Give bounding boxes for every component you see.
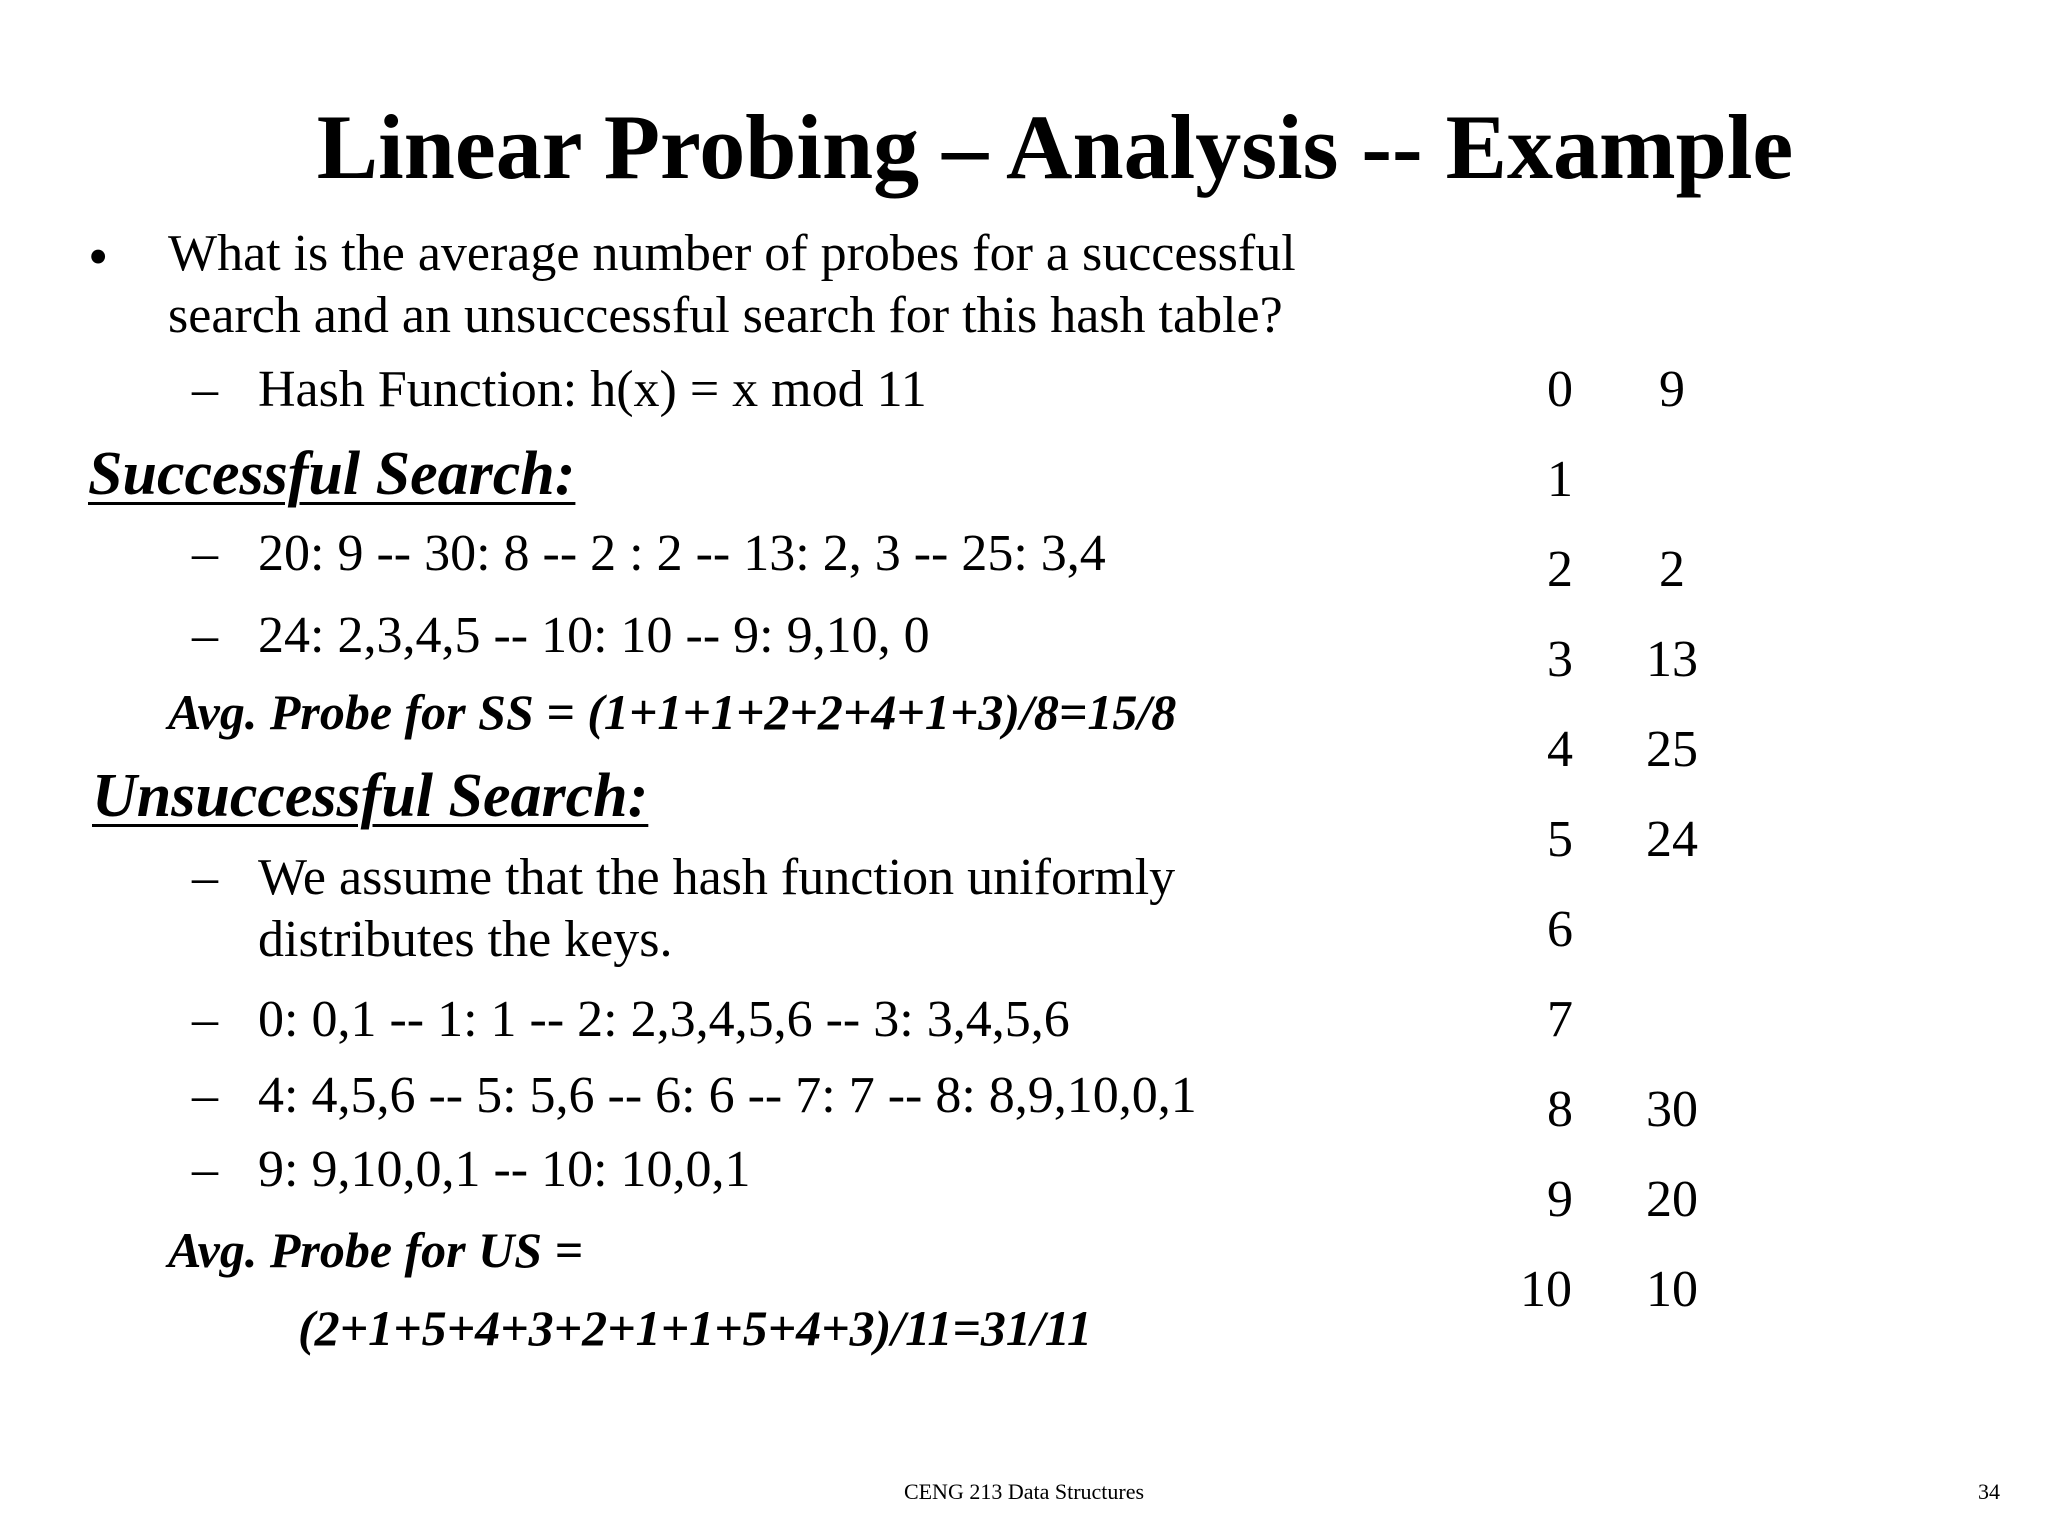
unsuccessful-search-average-label: Avg. Probe for US = xyxy=(168,1222,584,1278)
unsuccessful-search-line-2: 4: 4,5,6 -- 5: 5,6 -- 6: 6 -- 7: 7 -- 8: 8,9,10,0,1 xyxy=(258,1067,1197,1124)
hash-table-index: 6 xyxy=(1547,901,1573,958)
hash-table-index: 9 xyxy=(1547,1171,1573,1228)
hash-table-value: 20 xyxy=(1646,1171,1698,1228)
bullet-point: • xyxy=(88,224,109,289)
unsuccessful-search-heading: Unsuccessful Search: xyxy=(92,762,649,830)
dash-bullet: – xyxy=(192,525,218,582)
hash-table-value: 25 xyxy=(1646,721,1698,778)
dash-bullet: – xyxy=(192,1067,218,1124)
unsuccessful-search-line-3: 9: 9,10,0,1 -- 10: 10,0,1 xyxy=(258,1141,751,1198)
hash-table-value: 13 xyxy=(1646,631,1698,688)
assumption-line-2: distributes the keys. xyxy=(258,911,673,968)
hash-table-index: 4 xyxy=(1547,721,1573,778)
hash-function: Hash Function: h(x) = x mod 11 xyxy=(258,361,927,418)
question-line-1: What is the average number of probes for a successful xyxy=(168,225,1296,282)
hash-table-value: 24 xyxy=(1646,811,1698,868)
successful-search-line-2: 24: 2,3,4,5 -- 10: 10 -- 9: 9,10, 0 xyxy=(258,607,930,664)
dash-bullet: – xyxy=(192,1141,218,1198)
unsuccessful-search-average-formula: (2+1+5+4+3+2+1+1+5+4+3)/11=31/11 xyxy=(298,1300,1092,1356)
slide-title: Linear Probing – Analysis -- Example xyxy=(316,96,1794,198)
dash-bullet: – xyxy=(192,361,218,418)
footer-course: CENG 213 Data Structures xyxy=(903,1479,1145,1504)
hash-table-index: 10 xyxy=(1520,1261,1572,1318)
assumption-line-1: We assume that the hash function uniformly xyxy=(258,849,1176,906)
hash-table-index: 3 xyxy=(1547,631,1573,688)
hash-table-index: 7 xyxy=(1547,991,1573,1048)
hash-table-value: 9 xyxy=(1659,361,1685,418)
question-line-2: search and an unsuccessful search for this hash table? xyxy=(168,287,1283,344)
hash-table-value: 2 xyxy=(1659,541,1685,598)
dash-bullet: – xyxy=(192,991,218,1048)
hash-table-index: 5 xyxy=(1547,811,1573,868)
hash-table-index: 0 xyxy=(1547,361,1573,418)
hash-table-index: 1 xyxy=(1547,451,1573,508)
successful-search-average: Avg. Probe for SS = (1+1+1+2+2+4+1+3)/8=15/8 xyxy=(168,684,1177,740)
hash-table-index: 8 xyxy=(1547,1081,1573,1138)
successful-search-line-1: 20: 9 -- 30: 8 -- 2 : 2 -- 13: 2, 3 -- 25: 3,4 xyxy=(258,525,1106,582)
unsuccessful-search-line-1: 0: 0,1 -- 1: 1 -- 2: 2,3,4,5,6 -- 3: 3,4,5,6 xyxy=(258,991,1070,1048)
hash-table-value: 30 xyxy=(1646,1081,1698,1138)
hash-table-value: 10 xyxy=(1646,1261,1698,1318)
hash-table-index: 2 xyxy=(1547,541,1573,598)
successful-search-heading: Successful Search: xyxy=(88,440,576,508)
dash-bullet: – xyxy=(192,849,218,906)
footer-page-number: 34 xyxy=(1978,1479,2000,1504)
dash-bullet: – xyxy=(192,607,218,664)
